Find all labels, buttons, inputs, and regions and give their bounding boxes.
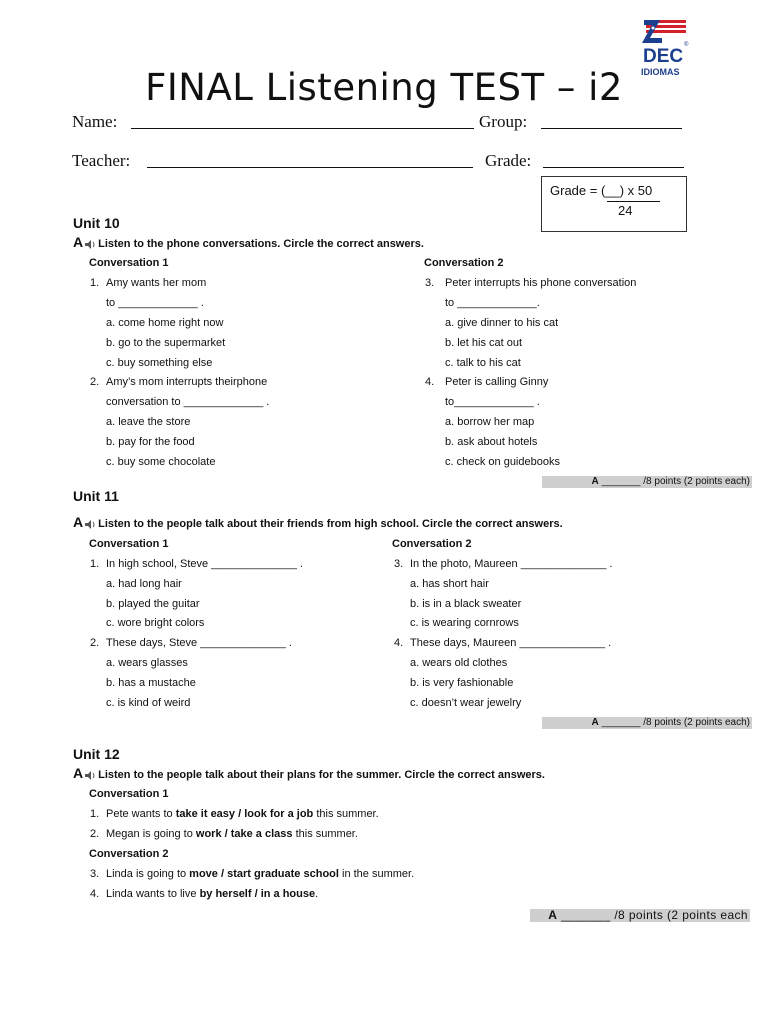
name-label: Name: [72,112,118,131]
speaker-icon [84,239,96,250]
question-text: Peter is calling Ginny [445,376,549,388]
question-number: 1. [90,558,100,570]
question-text: to_____________ . [445,396,540,408]
instruction-text: Listen to the phone conversations. Circle the correct answers. [98,238,424,250]
answer-option[interactable]: b. let his cat out [445,337,523,349]
answer-option[interactable]: b. pay for the food [106,436,195,448]
question-number: 4. [394,637,404,649]
answer-option[interactable]: c. is wearing cornrows [410,617,519,629]
grade-formula: Grade = (__) x 50 [550,183,653,198]
question-text: These days, Maureen ______________ . [410,637,612,649]
logo-registered: ® [684,42,689,48]
instruction-text: Listen to the people talk about their friends from high school. Circle the correct answers. [98,518,563,530]
score-letter: A [591,717,599,728]
section-letter: A [73,234,84,250]
answer-option[interactable]: b. is very fashionable [410,677,514,689]
unit-title: Unit 11 [73,488,119,504]
answer-option[interactable]: b. go to the supermarket [106,337,226,349]
question-text: In the photo, Maureen ______________ . [410,558,613,570]
fraction-bar [607,201,660,202]
conversation-title: Conversation 2 [89,848,169,860]
answer-choices[interactable]: move / start graduate school [189,868,339,880]
answer-option[interactable]: a. wears old clothes [410,657,508,669]
question-item: Linda wants to live by herself / in a house. [106,888,319,900]
answer-option[interactable]: b. is in a black sweater [410,598,522,610]
question-item: Megan is going to work / take a class this summer. [106,828,358,840]
question-text: Peter interrupts his phone conversation [445,277,637,289]
conversation-title: Conversation 1 [89,788,169,800]
question-text: Amy’s mom interrupts theirphone [106,376,268,388]
answer-option[interactable]: c. wore bright colors [106,617,205,629]
logo-subtext: IDIOMAS [641,67,680,77]
grade-label: Grade: [485,151,532,170]
question-text: These days, Steve ______________ . [106,637,292,649]
question-item: Linda is going to move / start graduate school in the summer. [106,868,415,880]
grade-denominator: 24 [618,203,633,218]
question-item: Pete wants to take it easy / look for a job this summer. [106,808,379,820]
question-number: 2. [90,376,100,388]
answer-option[interactable]: c. talk to his cat [445,357,521,369]
answer-option[interactable]: a. borrow her map [445,416,535,428]
teacher-field[interactable] [147,167,473,168]
answer-choices[interactable]: take it easy / look for a job [175,808,314,820]
name-field[interactable] [131,128,474,129]
answer-option[interactable]: b. ask about hotels [445,436,538,448]
section-instruction [73,514,563,530]
score-bar [542,717,752,729]
group-field[interactable] [541,128,682,129]
conversation-title: Conversation 1 [89,538,169,550]
answer-option[interactable]: a. give dinner to his cat [445,317,559,329]
unit-title: Unit 12 [73,746,120,762]
question-number: 1. [90,808,100,820]
question-text: to _____________ . [106,297,204,309]
score-text: _______ /8 points (2 points each [561,908,748,922]
answer-option[interactable]: a. has short hair [410,578,489,590]
group-label: Group: [479,112,528,131]
conversation-title: Conversation 2 [424,257,504,269]
grade-formula-box [541,176,687,232]
logo-text: DEC [643,46,684,67]
question-number: 3. [425,277,435,289]
question-number: 1. [90,277,100,289]
score-letter: A [591,476,599,487]
question-text: to _____________. [445,297,540,309]
answer-option[interactable]: c. check on guidebooks [445,456,560,468]
question-number: 4. [425,376,435,388]
score-bar [530,909,750,922]
instruction-text: Listen to the people talk about their plans for the summer. Circle the correct answers. [98,769,545,781]
answer-choices[interactable]: work / take a class [195,828,293,840]
question-number: 3. [90,868,100,880]
speaker-icon [84,519,96,530]
score-bar [542,476,752,488]
answer-option[interactable]: c. is kind of weird [106,697,191,709]
question-number: 2. [90,828,100,840]
section-letter: A [73,514,84,530]
answer-choices[interactable]: by herself / in a house [199,888,316,900]
score-letter: A [548,908,558,922]
section-instruction [73,234,424,250]
grade-field[interactable] [543,167,684,168]
answer-option[interactable]: a. leave the store [106,416,191,428]
answer-option[interactable]: c. buy some chocolate [106,456,216,468]
teacher-label: Teacher: [72,151,131,170]
unit-title: Unit 10 [73,215,120,231]
speaker-icon [84,770,96,781]
question-number: 3. [394,558,404,570]
page-title: FINAL Listening TEST – i2 [145,66,623,109]
answer-option[interactable]: c. doesn’t wear jewelry [410,697,522,709]
question-text: Amy wants her mom [106,277,207,289]
conversation-title: Conversation 1 [89,257,169,269]
score-text: _______ /8 points (2 points each) [601,476,750,487]
answer-option[interactable]: a. come home right now [106,317,224,329]
question-number: 2. [90,637,100,649]
score-text: _______ /8 points (2 points each) [601,717,750,728]
question-text: In high school, Steve ______________ . [106,558,303,570]
section-letter: A [73,765,84,781]
answer-option[interactable]: b. has a mustache [106,677,196,689]
answer-option[interactable]: a. wears glasses [106,657,188,669]
question-text: conversation to _____________ . [106,396,270,408]
answer-option[interactable]: b. played the guitar [106,598,200,610]
answer-option[interactable]: c. buy something else [106,357,213,369]
question-number: 4. [90,888,100,900]
section-instruction [73,765,545,781]
answer-option[interactable]: a. had long hair [106,578,182,590]
conversation-title: Conversation 2 [392,538,472,550]
